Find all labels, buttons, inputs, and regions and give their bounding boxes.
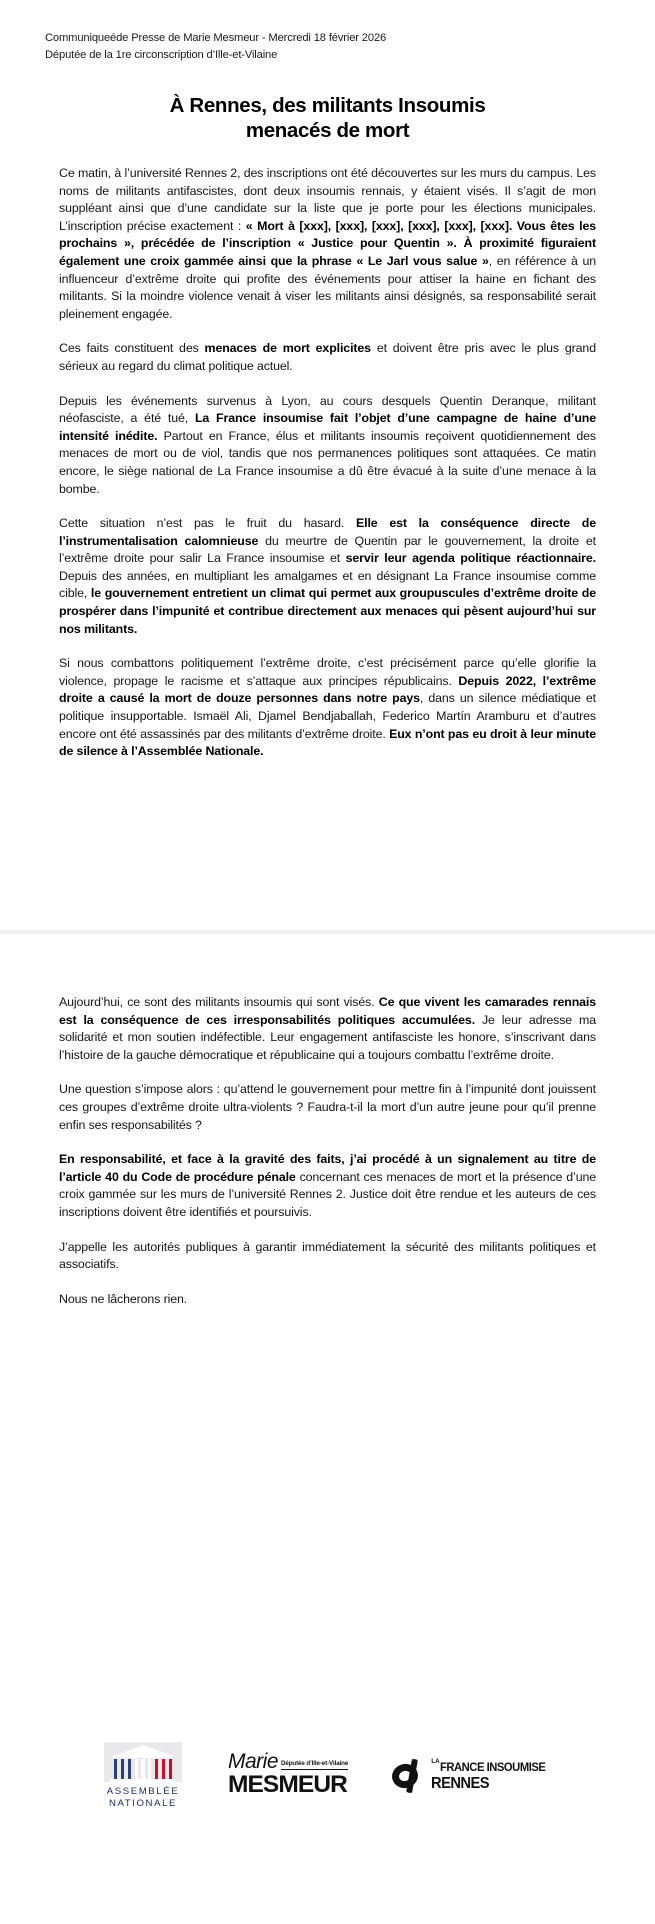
lfi-top-line [431, 1759, 555, 1775]
lfi-article-la: LA [431, 1758, 440, 1766]
column-blue-3 [128, 1759, 131, 1779]
architrave-shape [113, 1755, 173, 1758]
column-white-1 [135, 1759, 138, 1779]
page-title-line-1: À Rennes, des militants Insoumis [169, 94, 486, 117]
assemblee-caption-line-1: ASSEMBLÉE [106, 1786, 180, 1797]
paragraph-4-part-a: Cette situation n’est pas le fruit du hasard. [59, 516, 356, 531]
assemblee-nationale-building-icon [104, 1742, 182, 1782]
column-red-3 [169, 1759, 172, 1779]
body-column-page-2 [45, 994, 610, 1308]
paragraph-2-bold: menaces de mort explicites [204, 341, 371, 356]
paragraph-4-bold-3: le gouvernement entretient un climat qui permet aux groupuscules d’extrême droite de prospérer dans l’impunité et contribue directement aux menaces qui pèsent aujourd’hui sur nos militants. [59, 586, 596, 636]
mesmeur-last-name: MESMEUR [227, 1770, 347, 1798]
paragraph-5-bold-1: Depuis 2022, l’extrême droite a causé la mort de douze personnes dans notre pays [59, 673, 596, 706]
paragraph-9: J’appelle les autorités publiques à garantir immédiatement la sécurité des militants politiques et associatifs. [59, 1239, 596, 1272]
phi-symbol-icon [390, 1759, 424, 1793]
lfi-name: FRANCE INSOUMISE [440, 1760, 546, 1775]
paragraph-10: Nous ne lâcherons rien. [59, 1291, 188, 1306]
paragraph-5-part-c: , dans un silence médiatique et politique insupportable. Ismaël Ali, Djamel Bendjaballah, Federico Martín Aramburu et d’autres encore ont été assassinés par des militants d’extrême droite. [59, 691, 596, 741]
paragraph-6-bold: Ce que vivent les camarades rennais est la conséquence de ces irresponsabilités politiques accumulées. [59, 995, 597, 1027]
base-shape [110, 1779, 176, 1782]
paragraph-1-bold-quote: « Mort à [xxx], [xxx], [xxx], [xxx], [xxx], [xxx]. Vous êtes les prochains », précédée de l’inscription « Justice pour Quentin ». À proximité figuraient également une croix gammée ainsi que la phrase « Le Jarl vous salue » [59, 218, 597, 268]
paragraph-3-bold: La France insoumise fait l’objet d’une campagne de haine d’une intensité inédite. [59, 411, 596, 443]
column-white-2 [141, 1759, 144, 1779]
column-white-3 [148, 1759, 151, 1779]
paragraph-7: Une question s’impose alors : qu’attend le gouvernement pour mettre fin à l’impunité dont jouissent ces groupes d’extrême droite ultra-violents ? Faudra-t-il la mort d’un autre jeune pour qu’il prenne enfin ses responsabilités ? [59, 1082, 596, 1132]
paragraph-8 [59, 1151, 596, 1221]
paragraph-4-bold-2: servir leur agenda politique réactionnaire. [345, 551, 596, 566]
paragraph-4-part-c: du meurtre de Quentin par le gouvernement, la droite et l’extrême droite pour salir La France insoumise et [59, 533, 597, 566]
paragraph-2-part-c: et doivent être pris avec le plus grand sérieux au regard du climat politique actuel. [59, 341, 596, 373]
paragraph-4 [59, 515, 596, 638]
assemblee-nationale-logo [100, 1742, 186, 1809]
paragraph-1-part-a: Ce matin, à l’université Rennes 2, des inscriptions ont été découvertes sur les murs du campus. Les noms de militants antifascistes, dont deux insoumis rennais, y étaient visés. Il s’agit de mon suppléant ainsi que d’une candidate sur la liste que je porte pour les élections municipales. L’inscription précise exactement : [59, 166, 596, 233]
column-red-2 [162, 1759, 165, 1779]
paragraph-6 [59, 994, 596, 1064]
paragraph-5-bold-2: Eux n’ont pas eu droit à leur minute de silence à l’Assemblée Nationale. [59, 726, 596, 759]
document-page-2 [0, 934, 655, 1924]
paragraph-1-part-c: , en référence à un influenceur d’extrême droite qui profite des événements pour attiser la haine en fichant des militants. Si la moindre violence venait à viser les militants ainsi désignés, sa responsabilité serait pleinement engagée. [59, 253, 597, 321]
paragraph-2 [59, 340, 596, 375]
lfi-wordmark [431, 1759, 555, 1792]
column-blue-1 [114, 1759, 117, 1779]
footer-logos [0, 1742, 655, 1809]
letterhead-line-1: Communiqueéde Presse de Marie Mesmeur - Mercredi 18 février 2026 [45, 32, 387, 44]
paragraph-6-part-a: Aujourd’hui, ce sont des militants insoumis qui sont visés. [59, 995, 379, 1009]
paragraph-5-part-a: Si nous combattons politiquement l’extrême droite, c’est précisément parce qu’elle glorifie la violence, propage le racisme et s’attaque aux principes républicains. [59, 656, 596, 688]
paragraph-1 [59, 165, 596, 323]
column-blue-2 [121, 1759, 124, 1779]
paragraph-8-bold: En responsabilité, et face à la gravité des faits, j’ai procédé à un signalement au titre de l’article 40 du Code de procédure pénale [59, 1152, 596, 1184]
assemblee-caption-line-2: NATIONALE [108, 1797, 178, 1809]
mesmeur-first-name: Marie [227, 1749, 278, 1773]
document-page-1 [0, 0, 655, 930]
page-title-line-2: menacés de mort [245, 119, 410, 142]
paragraph-8-part-b: concernant ces menaces de mort et la présence d’une croix gammée sur les murs de l’université Rennes 2. Justice doit être rendue et les auteurs de ces inscriptions doivent être identifiés et poursuivis. [59, 1169, 597, 1219]
paragraph-3 [59, 393, 596, 499]
paragraph-3-part-a: Depuis les événements survenus à Lyon, au cours desquels Quentin Deranque, militant néofasciste, a été tué, [59, 393, 596, 426]
mesmeur-subtitle: Députée d’Ille-et-Vilaine [281, 1760, 348, 1770]
paragraph-5 [59, 655, 596, 761]
letterhead-line-2: Députée de la 1re circonscription d’Ille-et-Vilaine [45, 48, 278, 61]
page-title [73, 93, 582, 143]
body-column [45, 165, 610, 761]
columns-group [114, 1759, 172, 1779]
france-insoumise-rennes-logo [390, 1759, 555, 1793]
marie-mesmeur-logo [227, 1749, 349, 1800]
assemblee-nationale-caption [107, 1786, 180, 1809]
paragraph-4-bold-1: Elle est la conséquence directe de l’instrumentalisation calomnieuse [59, 516, 596, 548]
letterhead [45, 30, 610, 63]
paragraph-4-part-e: Depuis des années, en multipliant les amalgames et en désignant La France insoumise comme cible, [59, 568, 596, 601]
mesmeur-logo-top-row [227, 1749, 349, 1773]
paragraph-2-part-a: Ces faits constituent des [59, 341, 205, 356]
paragraph-3-part-c: Partout en France, élus et militants insoumis reçoivent quotidiennement des menaces de mort ou de viol, tandis que nos permanences politiques sont attaquées. Ce matin encore, le siège national de La France insoumise a dû être évacué à la suite d’une menace à la bombe. [59, 428, 596, 496]
paragraph-6-part-c: Je leur adresse ma solidarité et mon soutien indéfectible. Leur engagement antifasciste les honore, s’inscrivant dans l’histoire de la gauche démocratique et républicaine qui a toujours combattu l’extrême droite. [59, 1012, 596, 1062]
lfi-city: RENNES [431, 1775, 490, 1793]
column-red-1 [155, 1759, 158, 1779]
